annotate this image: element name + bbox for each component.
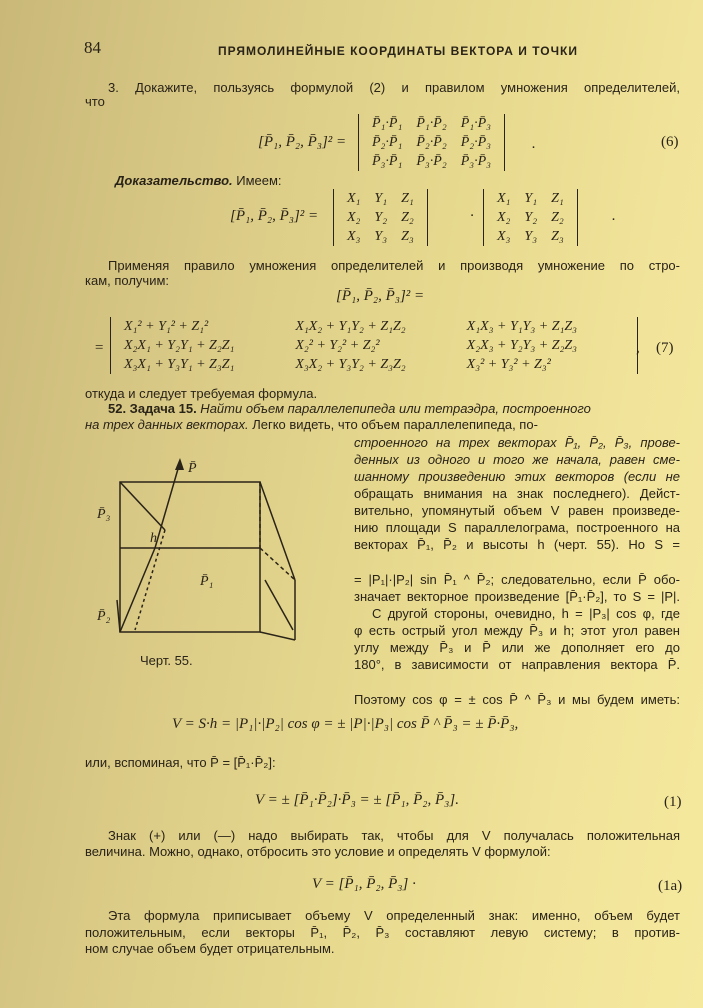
text-line: вительно, упомянутый объем V равен произведе- [354, 503, 680, 518]
problem-title-cont: на трех данных векторах. [85, 417, 249, 432]
matrix-row [340, 189, 421, 208]
eqA-tail: . [612, 208, 616, 224]
proof-text: Имеем: [232, 173, 282, 188]
equation-label-1: (1) [664, 794, 682, 810]
arrowhead-icon [175, 458, 184, 470]
text-line: углу между P̄₃ и P̄ или же дополняет его до [354, 640, 680, 655]
matrix-row [340, 208, 421, 227]
text-line: откуда и следует требуемая формула. [85, 386, 318, 401]
eqA-determinant-2 [483, 189, 578, 246]
section-number: 52. Задача 15. [108, 401, 197, 416]
matrix-row [340, 227, 421, 246]
equation-1: V = ± [P̄₁·P̄₂]·P̄₃ = ± [P̄₁, P̄₂, P̄₃]. [255, 792, 459, 808]
text-line: что [85, 94, 105, 109]
eq6-tail: . [532, 136, 536, 152]
matrix-cell: P̄₃·P̄₂ [416, 154, 447, 169]
matrix-cell: X₂² + Y₂² + Z₂² [295, 338, 380, 353]
matrix-cell: P̄₃·P̄₁ [372, 154, 403, 169]
matrix-cell: X₂ [497, 210, 511, 225]
figure-parallelepiped [95, 450, 315, 670]
text-line: 180°, в зависимости от направления вектора P̄. [354, 657, 680, 672]
text-line: величина. Можно, однако, отбросить это условие и определять V формулой: [85, 844, 551, 859]
text-line: векторах P̄₁, P̄₂ и высоты h (черт. 55). Но S = [354, 537, 680, 552]
problem-title: Найти объем параллелепипеда или тетраэдра, построенного [196, 401, 591, 416]
matrix-cell: X₂ [347, 210, 361, 225]
matrix-cell: X₂X₁ + Y₂Y₁ + Z₂Z₁ [124, 338, 235, 353]
text-line: Поэтому cos φ = ± cos P̄ ^ P̄₃ и мы будем иметь: [354, 692, 680, 707]
equation-1a: V = [P̄₁, P̄₂, P̄₃] · [312, 876, 416, 892]
matrix-cell: P̄₂·P̄₃ [460, 135, 492, 150]
text-line: строенного на трех векторах P̄₁, P̄₂, P̄₃, прове- [354, 435, 680, 450]
matrix-cell: Y₃ [524, 229, 538, 244]
matrix-row [117, 336, 631, 355]
matrix-cell: Y₂ [374, 210, 388, 225]
label-h: h [150, 531, 157, 546]
matrix-cell: X₃X₂ + Y₃Y₂ + Z₃Z₂ [295, 357, 406, 372]
text-line: шанному произведению этих векторов (если не [354, 469, 680, 484]
proof-title: Доказательство. [115, 173, 233, 188]
figure-diagonal [120, 482, 165, 530]
text-line [108, 401, 591, 417]
equation-label-1a: (1a) [658, 878, 683, 894]
proof-line [115, 173, 282, 189]
text-line: обращать внимания на знак последнего). Дейст- [354, 486, 680, 501]
matrix-cell: Z₂ [401, 210, 414, 225]
matrix-cell: Z₁ [551, 191, 564, 206]
matrix-cell: X₁² + Y₁² + Z₁² [124, 319, 209, 334]
matrix-cell: Y₁ [524, 191, 538, 206]
matrix-row [117, 355, 631, 374]
eqA-determinant-1 [333, 189, 428, 246]
eqA-lhs: [P̄₁, P̄₂, P̄₃]² = [230, 208, 319, 224]
matrix-cell: X₁ [347, 191, 361, 206]
figure-caption: Черт. 55. [140, 653, 193, 668]
matrix-cell: X₂X₃ + Y₂Y₃ + Z₂Z₃ [466, 338, 578, 353]
matrix-cell: Y₃ [374, 229, 388, 244]
matrix-cell: X₁ [497, 191, 511, 206]
matrix-row [117, 317, 631, 336]
text-line: или, вспоминая, что P̄ = [P̄₁·P̄₂]: [85, 755, 276, 770]
eq7-tail: , [636, 340, 640, 356]
equation-v: V = S·h = |P₁|·|P₂| cos φ = ± |P|·|P₃| cos P̄ ^ P̄₃ = ± P̄·P̄₃, [172, 716, 519, 732]
text-line: = |P₁|·|P₂| sin P̄₁ ^ P̄₂; следовательно, если P̄ обо- [354, 572, 680, 587]
matrix-cell: P̄₃·P̄₃ [460, 154, 492, 169]
text-line: Эта формула приписывает объему V определенный знак: именно, объем будет [108, 908, 680, 923]
figure-vector-p [155, 462, 180, 548]
matrix-cell: X₃X₁ + Y₃Y₁ + Z₃Z₁ [124, 357, 235, 372]
eq7-determinant [110, 317, 638, 374]
label-p: P̄ [188, 461, 197, 476]
text-line: С другой стороны, очевидно, h = |P₃| cos φ, где [372, 606, 680, 621]
text-line: Применяя правило умножения определителей и производя умножение по стро- [108, 258, 680, 273]
matrix-cell: Z₃ [401, 229, 414, 244]
matrix-cell: X₁X₃ + Y₁Y₃ + Z₁Z₃ [466, 319, 578, 334]
matrix-row [365, 133, 498, 152]
label-p1: P̄₁ [200, 574, 214, 589]
text-line: 3. Докажите, пользуясь формулой (2) и правилом умножения определителей, [108, 80, 680, 95]
matrix-row [490, 208, 571, 227]
matrix-cell: X₃ [347, 229, 361, 244]
matrix-cell: Z₁ [401, 191, 414, 206]
matrix-cell: Y₂ [524, 210, 538, 225]
figure-edge [260, 632, 295, 640]
page-number: 84 [84, 38, 101, 57]
eq7-equals: = [94, 340, 105, 356]
matrix-row [365, 152, 498, 171]
text-line: ном случае объем будет отрицательным. [85, 941, 335, 956]
text-line [85, 417, 538, 433]
matrix-cell: Y₁ [374, 191, 388, 206]
text-line: значает векторное произведение [P̄₁·P̄₂], то S = |P|. [354, 589, 680, 604]
matrix-cell: P̄₁·P̄₃ [460, 116, 492, 131]
text-line: денных из одного и того же начала, равен сме- [354, 452, 680, 467]
eqA-dot: · [470, 208, 474, 224]
matrix-row [490, 227, 571, 246]
eq6-lhs: [P̄₁, P̄₂, P̄₃]² = [258, 134, 347, 150]
text-span: Легко видеть, что объем параллелепипеда, по- [248, 417, 538, 432]
matrix-row [490, 189, 571, 208]
label-p2: P̄₂ [97, 609, 111, 624]
matrix-cell: X₃² + Y₃² + Z₃² [466, 357, 551, 372]
equation-label-6: (6) [661, 134, 679, 150]
matrix-cell: Z₂ [551, 210, 564, 225]
eq7-lhs: [P̄₁, P̄₂, P̄₃]² = [336, 288, 425, 304]
matrix-cell: P̄₂·P̄₂ [416, 135, 447, 150]
text-line: нию площади S параллелограма, построенного на [354, 520, 680, 535]
matrix-cell: X₁X₂ + Y₁Y₂ + Z₁Z₂ [295, 319, 406, 334]
matrix-cell: P̄₂·P̄₁ [372, 135, 403, 150]
matrix-cell: P̄₁·P̄₂ [416, 116, 447, 131]
matrix-cell: Z₃ [551, 229, 564, 244]
text-line: кам, получим: [85, 273, 170, 288]
figure-edge [260, 482, 295, 580]
matrix-cell: X₃ [497, 229, 511, 244]
running-title: ПРЯМОЛИНЕЙНЫЕ КООРДИНАТЫ ВЕКТОРА И ТОЧКИ [218, 44, 578, 58]
label-p3: P̄₃ [97, 507, 111, 522]
equation-label-7: (7) [656, 340, 674, 356]
figure-vector-p3 [120, 548, 155, 632]
matrix-cell: P̄₁·P̄₁ [372, 116, 403, 131]
text-line: положительным, если векторы P̄₁, P̄₂, P̄₃ составляют левую систему; в против- [85, 925, 680, 940]
eq6-determinant [358, 114, 505, 171]
matrix-row [365, 114, 498, 133]
figure-vector-p1 [265, 580, 293, 630]
text-line: Знак (+) или (—) надо выбирать так, чтобы для V получалась положительная [108, 828, 680, 843]
text-line: φ есть острый угол между P̄₃ и h; этот угол равен [354, 623, 680, 638]
